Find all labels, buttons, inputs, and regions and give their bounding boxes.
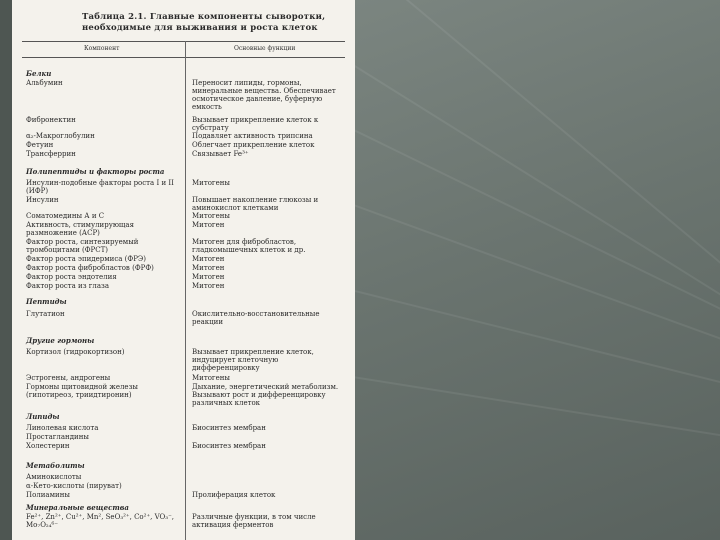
functions-column-header: Основные функции [234,45,296,52]
component-cell: α-Кето-кислоты (пируват) [26,482,122,490]
function-cell: Митогены [192,212,230,220]
component-cell: Холестерин [26,442,70,450]
background-ray [355,280,720,408]
component-cell: Фактор роста, синтезируемый тромбоцитами (ФРСТ) [26,238,141,254]
component-cell: Глутатион [26,310,65,318]
background-ray [355,40,720,317]
component-cell: Инсулин-подобные факторы роста I и II (ИФР) [26,179,177,195]
background-ray [384,0,720,316]
component-cell: Трансферрин [26,150,76,158]
slide-background [355,0,720,540]
function-cell: Связывает Fe³⁺ [192,150,249,158]
function-cell: Подавляет активность трипсина [192,132,313,140]
component-cell: Фактор роста эпидермиса (ФРЭ) [26,255,146,263]
function-cell: Митогены [192,179,230,187]
left-margin-strip [0,0,12,540]
section-heading: Минеральные вещества [26,503,129,512]
function-cell: Митоген [192,264,225,272]
component-cell: Инсулин [26,196,59,204]
component-cell: Линолевая кислота [26,424,99,432]
component-cell: Кортизол (гидрокортизон) [26,348,125,356]
component-cell: α₂-Макроглобулин [26,132,95,140]
table-title: Таблица 2.1. Главные компоненты сыворотки, необходимые для выживания и роста клеток [82,12,326,33]
section-heading: Полипептиды и факторы роста [26,167,165,176]
function-cell: Повышает накопление глюкозы и аминокислот клетками [192,196,321,212]
function-cell: Дыхание, энергетический метаболизм. Вызывают рост и дифференцировку различных клеток [192,383,341,407]
component-cell: Эстрогены, андрогены [26,374,111,382]
function-cell: Переносит липиды, гормоны, минеральные вещества. Обеспечивает осмотическое давление, буферную емкость [192,79,339,111]
component-cell: Альбумин [26,79,63,87]
scanned-table-page [12,0,355,540]
component-cell: Полиамины [26,491,70,499]
component-cell: Фактор роста фибробластов (ФРФ) [26,264,154,272]
function-cell: Облегчает прикрепление клеток [192,141,315,149]
component-cell: Аминокислоты [26,473,82,481]
component-cell: Фибронектин [26,116,76,124]
function-cell: Пролиферация клеток [192,491,276,499]
section-heading: Метаболиты [26,461,85,470]
component-column-header: Компонент [84,45,120,52]
section-heading: Другие гормоны [26,336,95,345]
function-cell: Митогены [192,374,230,382]
function-cell: Митоген [192,221,225,229]
function-cell: Митоген [192,255,225,263]
function-cell: Различные функции, в том числе активация ферментов [192,513,318,529]
function-cell: Окислительно-восстановительные реакции [192,310,322,326]
section-heading: Белки [26,69,52,78]
background-ray [355,370,720,453]
function-cell: Митоген для фибробластов, гладкомышечных клеток и др. [192,238,306,254]
component-cell: Фактор роста из глаза [26,282,110,290]
section-heading: Пептиды [26,297,67,306]
component-cell: Фетуин [26,141,54,149]
function-cell: Биосинтез мембран [192,424,266,432]
component-cell: Fe²⁺, Zn²⁺, Cu²⁺, Mn², SeO₃²⁺, Co²⁺, VO₃⁻, Mo₇O₂₄⁶⁻ [26,513,177,529]
component-cell: Фактор роста эндотелия [26,273,117,281]
section-heading: Липиды [26,412,60,421]
function-cell: Вызывает прикрепление клеток, индуцирует клеточную дифференцировку [192,348,317,372]
component-cell: Простагландины [26,433,89,441]
component-cell: Активность, стимулирующая размножение (АСР) [26,221,137,237]
column-divider [185,41,186,540]
header-rule [22,41,345,42]
function-cell: Митоген [192,282,225,290]
function-cell: Митоген [192,273,225,281]
component-cell: Гормоны щитовидной железы (гипотиреоз, триидтиронин) [26,383,141,399]
function-cell: Вызывает прикрепление клеток к субстрату [192,116,321,132]
function-cell: Биосинтез мембран [192,442,266,450]
component-cell: Соматомедины А и С [26,212,105,220]
header-rule [22,57,345,58]
